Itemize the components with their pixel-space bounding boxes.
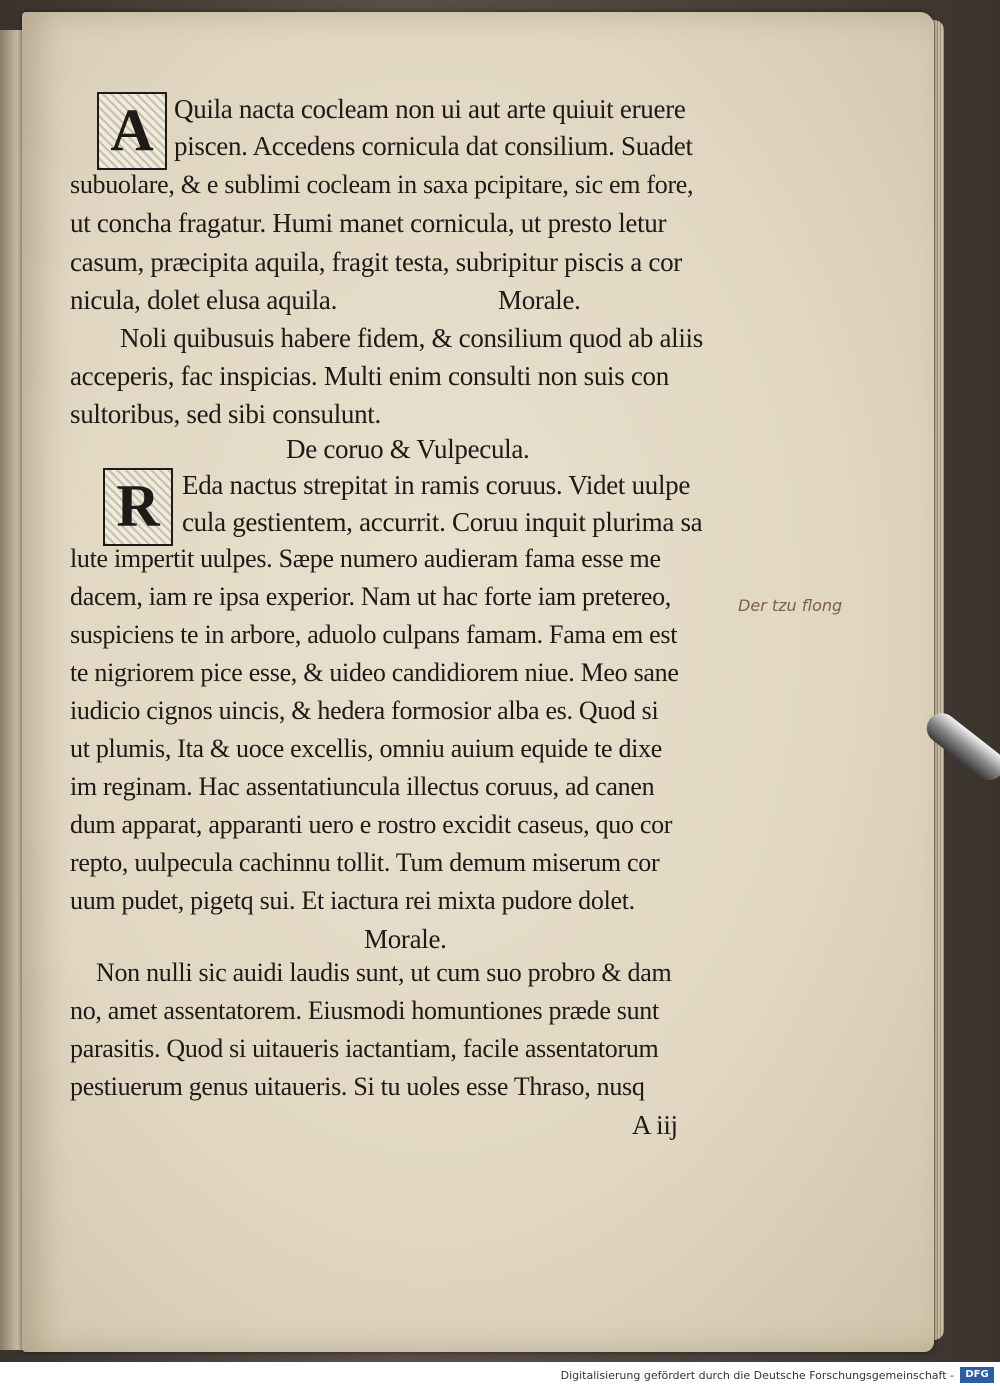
fable2-line-12: uum pudet, pigetq sui. Et iactura rei mixta pudore dolet. (70, 886, 635, 915)
fable2-line-3: lute impertit uulpes. Sæpe numero audieram fama esse me (70, 544, 661, 573)
dropcap-r: R (103, 468, 173, 546)
fable2-title: De coruo & Vulpecula. (286, 434, 530, 464)
fable2-moral-3: parasitis. Quod si uitaueris iactantiam, facile assentatorum (70, 1034, 659, 1063)
fable2-line-5: suspiciens te in arbore, aduolo culpans famam. Fama em est (70, 620, 678, 649)
fable1-line-1: Quila nacta cocleam non ui aut arte quiuit eruere (174, 94, 686, 124)
dfg-logo: DFG (960, 1367, 994, 1383)
fable2-line-8: ut plumis, Ita & uoce excellis, omniu auium equide te dixe (70, 734, 663, 763)
fable2-line-9: im reginam. Hac assentatiuncula illectus coruus, ad canen (70, 772, 655, 801)
fable1-line-6: nicula, dolet elusa aquila. (70, 285, 338, 315)
fable1-moral-3: sultoribus, sed sibi consulunt. (70, 399, 381, 429)
fable1-moral-2: acceperis, fac inspicias. Multi enim consulti non suis con (70, 361, 669, 391)
fable1-line-2: piscen. Accedens cornicula dat consilium. Suadet (174, 131, 693, 161)
signature-mark: A iij (632, 1110, 678, 1140)
fable1-line-5: casum, præcipita aquila, fragit testa, subripitur piscis a cor (70, 247, 682, 277)
margin-note: Der tzu flong (738, 596, 843, 615)
fable1-morale-label: Morale. (498, 285, 581, 315)
fable1-line-3: subuolare, & e sublimi cocleam in saxa pcipitare, sic em fore, (70, 170, 694, 199)
fable1-moral-1: Noli quibusuis habere fidem, & consilium quod ab aliis (120, 323, 703, 353)
footer-credit: Digitalisierung gefördert durch die Deutsche Forschungsgemeinschaft - (560, 1369, 954, 1382)
dropcap-a: A (97, 92, 167, 170)
fable2-line-11: repto, uulpecula cachinnu tollit. Tum demum miserum cor (70, 848, 660, 877)
fable1-line-4: ut concha fragatur. Humi manet cornicula, ut presto letur (70, 208, 667, 238)
fable2-line-4: dacem, iam re ipsa experior. Nam ut hac forte iam pretereo, (70, 582, 671, 611)
fable2-line-7: iudicio cignos uincis, & hedera formosior alba es. Quod si (70, 696, 659, 725)
fable2-moral-1: Non nulli sic auidi laudis sunt, ut cum suo probro & dam (96, 958, 672, 987)
fable2-moral-4: pestiuerum genus uitaueris. Si tu uoles esse Thraso, nusq (70, 1072, 645, 1101)
fable2-morale-label: Morale. (364, 924, 447, 954)
fable2-line-1: Eda nactus strepitat in ramis coruus. Videt uulpe (182, 470, 691, 500)
fable2-line-10: dum apparat, apparanti uero e rostro excidit caseus, quo cor (70, 810, 673, 839)
fable2-moral-2: no, amet assentatorem. Eiusmodi homuntiones præde sunt (70, 996, 659, 1025)
fable2-line-2: cula gestientem, accurrit. Coruu inquit plurima sa (182, 507, 703, 537)
fable2-line-6: te nigriorem pice esse, & uideo candidiorem niue. Meo sane (70, 658, 679, 687)
